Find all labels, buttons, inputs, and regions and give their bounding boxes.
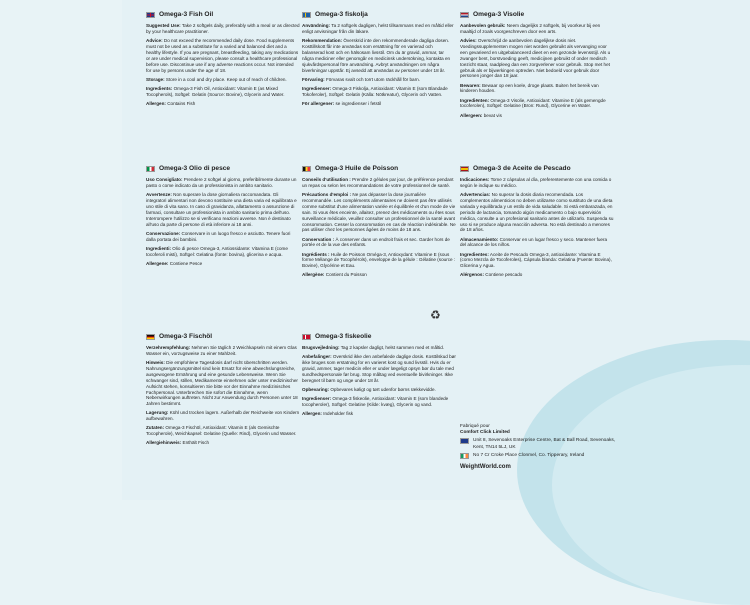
- uk-address: Unit 8, Sevenoaks Enterprise Centre, Bat & Ball Road, Sevenoaks, Kent, TN14 5LJ, UK: [473, 438, 616, 450]
- website: WeightWorld.com: [460, 464, 511, 471]
- section-title: Omega-3 fiskolja: [315, 11, 368, 19]
- belgium-flag-icon: [302, 166, 311, 172]
- section-de: Omega-3 Fischöl Verzehrempfehlung: Nehmen Sie täglich 2 Weichkapseln mit einem Glas Wasser ein, vorzugsweise zu einer Mahlzeit. Hinweis: Die empfohlene Tagesdosis darf nicht überschritten werden. Nahrungsergänzungsmittel sind kein Ersatz für eine abwechslungsreiche, ausgewogene Ernährung und eine gesunde Lebensweise. Wenn Sie schwanger sind, stillen, Medikamente einnehmen oder unter medizinischer Aufsicht stehen, konsultieren Sie bitte vor der Einnahme medizinisches Fachpersonal. Unterbrechen Sie sofort die Einnahme, wenn Nebenwirkungen auftreten. Nicht zur Anwendung durch Personen unter 18 Jahren bestimmt. Lagerung: Kühl und trocken lagern. Außerhalb der Reichweite von Kindern aufbewahren. Zutaten: Omega-3 Fischöl, Antioxidant: Vitamin E (als Gemischte Tocopherole), Weichkapsel: Gelatine (Quelle: Rind), Glycerin und Wasser. Allergiehinweis: Enthält Fisch: [146, 333, 300, 446]
- section-en: Omega-3 Fish Oil Suggested Use: Take 2 softgels daily, preferably with a meal or as directed by your healthcare practitioner. Advice: Do not exceed the recommended daily dose. Food supplements must not be used as a substitute for a varied and balanced diet and a healthy lifestyle. If you are pregnant, breastfeeding, taking any medications or are under medical supervision, please consult a healthcare professional before use. Discontinue use if any adverse reactions occur. Not intended for use by persons under the age of 18. Storage: Store in a cool and dry place. Keep out of reach of children. Ingredients: Omega-3 Fish Oil, Antioxidant: Vitamin E (as Mixed Tocopherols), Softgel: Gelatin (Source: Bovine), Glycerin and Water. Allergen: Contains Fish: [146, 11, 300, 106]
- leaflet-page: [122, 0, 750, 500]
- denmark-flag-icon: [302, 334, 311, 340]
- section-be: Omega-3 Huile de Poisson Conseils d'utilisation : Prendre 2 gélules par jour, de préférence pendant un repas ou selon les recommandations de votre professionnel de santé. Précautions d'emploi : Ne pas dépasser la dose journalière recommandée. Les compléments alimentaires ne doivent pas être utilisés comme substitut d'une alimentation variée et équilibrée et d'un mode de vie sain. Si vous êtes enceinte, allaitez, prenez des médicaments ou êtes sous surveillance médicale, veuillez consulter un professionnel de la santé avant consommation. Cesser la consommation en cas de réaction indésirable. Ne pas utiliser chez les personnes âgées de moins de 18 ans. Conservation : À conserver dans un endroit frais et sec. Garder hors de portée et de la vue des enfants. Ingrédients : Huile de Poisson Oméga-3, Antioxydant: Vitamine E (sous forme Mélange de Tocophérols), enveloppe de la gélule : Gélatine (source : Bovine), Glycérine et Eau. Allergène: Contient du Poisson: [302, 165, 456, 278]
- uk-flag-icon: [146, 12, 155, 18]
- section-nl: Omega-3 Visolie Aanbevolen gebruik: Neem dagelijks 2 softgels, bij voorkeur bij een maaltijd of zoals voorgeschreven door een arts. Advies: Overschrijd de aanbevolen dagelijkse dosis niet. Voedingssupplementen mogen niet worden gebruikt als vervanging voor een gevarieerd en uitgebalanceerd dieet en een gezonde levensstijl. Als u zwanger bent, borstvoeding geeft, medicijnen gebruikt of onder medisch toezicht staat, raadpleeg dan een zorgverlener voor gebruik. Stop met het gebruik als er bijwerkingen optreden. Niet bedoeld voor gebruik door personen jonger dan 18 jaar. Bewaren: Bewaar op een koele, droge plaats. Buiten het bereik van kinderen houden. Ingrediënten: Omega-3 Visolie, Antioxidant: Vitamine E (als gemengde tocoferolen), Softgel: Gelatine (Bron: Rund), Glycerine en Water. Allergeen: bevat vis: [460, 11, 611, 118]
- section-title: Omega-3 Huile de Poisson: [315, 165, 399, 173]
- made-for-label: Fabriqué pour: [460, 424, 490, 429]
- manufacturer-info: [460, 424, 620, 470]
- germany-flag-icon: [146, 334, 155, 340]
- company-name: Comfort Click Limited: [460, 430, 510, 436]
- section-se: Omega-3 fiskolja Användning: Ta 2 softgels dagligen, helst tillsammans med en måltid eller enligt anvisningar från din läkare. Rekommendation: Överskrid inte den rekommenderade dagliga dosen. Kosttillskott får inte användas som ersättning för en varierad och balanserad kost och en hälsosam livsstil. Om du är gravid, ammar, tar några mediciner eller genomgår en medicinsk undersökning, kontakta en sjukvårdspersonal före användning. Avbryt användningen om några biverkningar uppstår. Ej avsedd att användas av personer under 18 år. Förvaring: Förvaras svalt och torrt utom räckhåll för barn. Ingredienser: Omega-3 Fiskolja, Antioxidant: Vitamin E (som Blandade Tokoferoler), Softgel: Gelatin (Källa: Nötkreatur), Glycerin och Vatten. För allergener: se ingredienser i fetstil: [302, 11, 454, 106]
- section-title: Omega-3 Visolie: [473, 11, 525, 19]
- section-title: Omega-3 Fish Oil: [159, 11, 214, 19]
- ie-address: No 7 Cr Croke Place Clonmel, Co. Tipperary, Ireland: [473, 452, 585, 458]
- section-dk: Omega-3 fiskeolie Brugsvejledning: Tag 2 kapsler dagligt, helst sammen med et måltid. Anbefalinger: Overskrid ikke den anbefalede daglige dosis. Kosttilskud bør ikke bruges som erstatning for en varieret kost og sund livsstil. Hvis du er gravid, ammer, tager medicin eller er under lægeligt opsyn bør du tale med sundhedspersonale før brug. Stop måltag ved eventuelle bivirkninger. Ikke beregnet til børn og unge under 18 år. Opbevaring: Opbevares køligt og tørt udenfor børns rækkevidde. Ingredienser: Omega-3 fiskeolie, Antioxidant: Vitamin E (som blandede tocopheroler), Softgel: Gelatine (Kilde: kvæg), Glycerin og vand. Allergen: Indeholder fisk: [302, 333, 456, 416]
- section-title: Omega-3 Fischöl: [159, 333, 213, 341]
- sweden-flag-icon: [302, 12, 311, 18]
- spain-flag-icon: [460, 166, 469, 172]
- recycle-icon: ♻: [430, 308, 441, 322]
- section-title: Omega-3 Olio di pesce: [159, 165, 231, 173]
- ireland-flag-icon: [460, 453, 469, 459]
- section-it: Omega-3 Olio di pesce Uso Consigliato: Prendere 2 softgel al giorno, preferibilmente durante un pasto o come indicato da un professionista in ambito sanitario. Avvertenze: Non superare la dose giornaliera raccomandata. Gli integratori alimentari non devono sostituire una dieta varia ed equilibrata e uno stile di vita sano. In caso di gravidanza, allattamento o assunzione di farmaci, consultare un professionista in ambito sanitario prima dell'uso. Interrompere l'utilizzo se si verificano reazioni avverse. Non è destinato all'uso da parte di persone di età inferiore ai 18 anni. Conservazione: Conservare in un luogo fresco e asciutto. Tenere fuori dalla portata dei bambini. Ingredienti: Olio di pesce Omega-3, Antiossidante: Vitamina E (come tocoferoli misti), Softgel: Gelatina (fonte: bovina), glicerina e acqua. Allergene: Contiene Pesce: [146, 165, 297, 266]
- section-title: Omega-3 fiskeolie: [315, 333, 372, 341]
- section-es: Omega-3 de Aceite de Pescado Indicaciones: Tome 2 cápsulas al día, preferentemente con una comida o según le indique su médico. Advertencias: No superar la dosis diaria recomendada. Los complementos alimenticios no deben utilizarse como sustituto de una dieta variada y equilibrada y un estilo de vida saludable. Si está embarazada, en periodo de lactancia, tomando algún medicamento o bajo supervisión médica, consulte a un profesional sanitario antes de utilizarlo. Suspenda su uso si se produce alguna reacción adversa. No está destinado a menores de 18 años. Almacenamiento: Conservar en un lugar fresco y seco. Mantener fuera del alcance de los niños. Ingredientes: Aceite de Pescado Omega-3, antioxidante: Vitamina E (como Mezcla de Tocoferoles), Cápsula blanda: Gelatina (Fuente: Bovina), Glicerina y Agua. Alérgenos: Contiene pescado: [460, 165, 614, 278]
- italy-flag-icon: [146, 166, 155, 172]
- netherlands-flag-icon: [460, 12, 469, 18]
- section-title: Omega-3 de Aceite de Pescado: [473, 165, 571, 173]
- uk-flag-icon: [460, 438, 469, 444]
